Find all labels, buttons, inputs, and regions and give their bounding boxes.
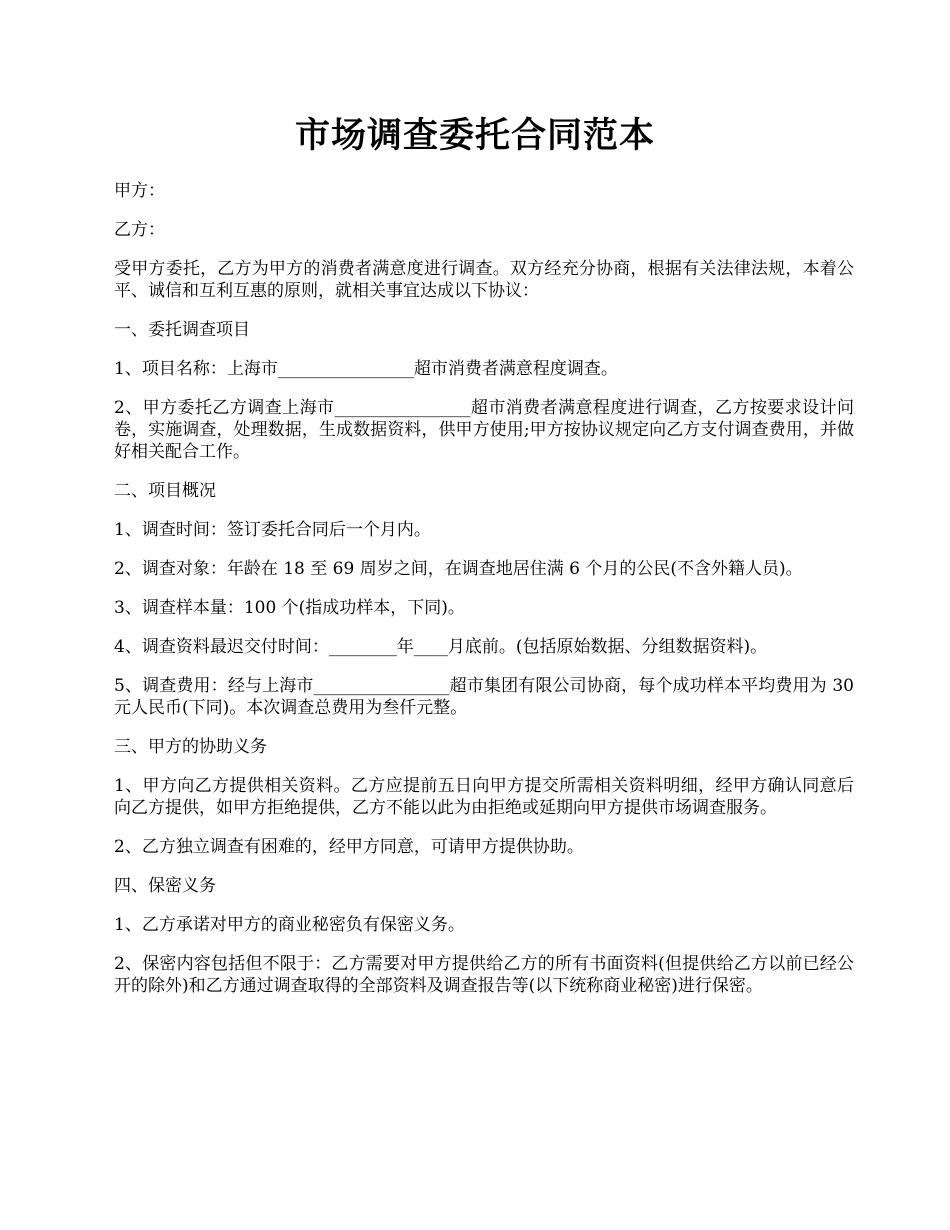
clause-2-5: 5、调查费用：经与上海市________________超市集团有限公司协商，每个成功样本平均费用为 30 元人民币(下同)。本次调查总费用为叁仟元整。: [114, 676, 854, 718]
section-heading-3: 三、甲方的协助义务: [114, 737, 267, 757]
clause-2-1: 1、调查时间：签订委托合同后一个月内。: [114, 520, 431, 540]
section-heading-4: 四、保密义务: [114, 876, 216, 896]
party-a-line: 甲方：: [114, 181, 165, 201]
clause-4-1: 1、乙方承诺对甲方的商业秘密负有保密义务。: [114, 915, 465, 935]
preamble-paragraph: 受甲方委托，乙方为甲方的消费者满意度进行调查。双方经充分协商，根据有关法律法规，本着公平、诚信和互利互惠的原则，就相关事宜达成以下协议：: [114, 259, 854, 301]
clause-2-4: 4、调查资料最迟交付时间：________年____月底前。(包括原始数据、分组数据资料)。: [114, 637, 768, 657]
clause-1-2: 2、甲方委托乙方调查上海市________________超市消费者满意程度进行调查，乙方按要求设计问卷，实施调查，处理数据，生成数据资料，供甲方使用;甲方按协议规定向乙方支付调查费用，并做好相关配合工作。: [114, 398, 854, 462]
clause-2-2: 2、调查对象：年龄在 18 至 69 周岁之间，在调查地居住满 6 个月的公民(不含外籍人员)。: [114, 559, 803, 579]
section-heading-1: 一、委托调查项目: [114, 320, 250, 340]
document-title: 市场调查委托合同范本: [294, 115, 655, 156]
clause-3-1: 1、甲方向乙方提供相关资料。乙方应提前五日向甲方提交所需相关资料明细，经甲方确认同意后向乙方提供，如甲方拒绝提供，乙方不能以此为由拒绝或延期向甲方提供市场调查服务。: [114, 776, 854, 818]
clause-1-1: 1、项目名称：上海市________________超市消费者满意程度调查。: [114, 359, 618, 379]
document-body: [114, 180, 854, 1014]
section-heading-2: 二、项目概况: [114, 481, 216, 501]
party-b-line: 乙方：: [114, 220, 165, 240]
clause-4-2: 2、保密内容包括但不限于：乙方需要对甲方提供给乙方的所有书面资料(但提供给乙方以前已经公开的除外)和乙方通过调查取得的全部资料及调查报告等(以下统称商业秘密)进行保密。: [114, 954, 854, 996]
clause-2-3: 3、调查样本量：100 个(指成功样本，下同)。: [114, 598, 465, 618]
clause-3-2: 2、乙方独立调查有困难的，经甲方同意，可请甲方提供协助。: [114, 837, 584, 857]
